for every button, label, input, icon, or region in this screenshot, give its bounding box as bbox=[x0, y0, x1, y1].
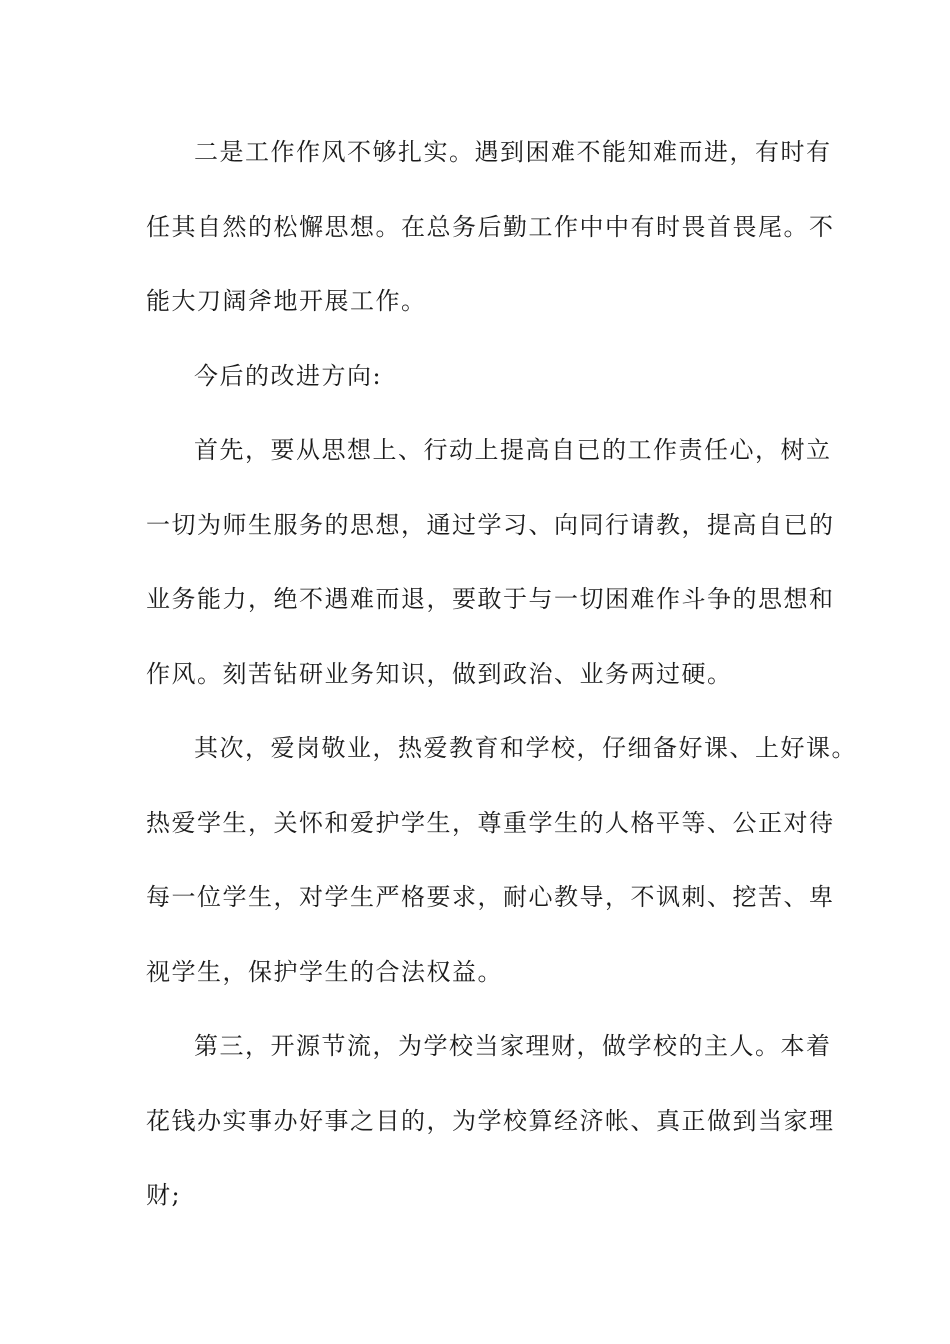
text-line: 热爱学生，关怀和爱护学生，尊重学生的人格平等、公正对待 bbox=[146, 808, 835, 837]
body-text bbox=[146, 128, 857, 1246]
text-line: 业务能力，绝不遇难而退，要敢于与一切困难作斗争的思想和 bbox=[146, 585, 835, 613]
text-line: 其次，爱岗敬业，热爱教育和学校，仔细备好课、上好课。 bbox=[194, 734, 857, 762]
text-line: 作风。刻苦钻研业务知识，做到政治、业务两过硬。 bbox=[146, 659, 733, 688]
text-line: 一切为师生服务的思想，通过学习、向同行请教，提高自已的 bbox=[146, 510, 835, 539]
text-line: 每一位学生，对学生严格要求，耐心教导，不讽刺、挖苦、卑 bbox=[146, 883, 835, 911]
text-line: 能大刀阔斧地开展工作。 bbox=[146, 287, 427, 315]
text-line: 第三，开源节流，为学校当家理财，做学校的主人。本着 bbox=[194, 1032, 832, 1060]
text-line: 花钱办实事办好事之目的，为学校算经济帐、真正做到当家理 bbox=[146, 1106, 835, 1135]
section-heading: 今后的改进方向: bbox=[194, 361, 383, 390]
text-line: 视学生，保护学生的合法权益。 bbox=[146, 957, 503, 986]
text-line: 二是工作作风不够扎实。遇到困难不能知难而进，有时有 bbox=[194, 138, 832, 166]
text-line: 任其自然的松懈思想。在总务后勤工作中中有时畏首畏尾。不 bbox=[146, 212, 835, 241]
text-line: 财; bbox=[146, 1181, 182, 1209]
text-line: 首先，要从思想上、行动上提高自已的工作责任心，树立 bbox=[194, 436, 832, 464]
